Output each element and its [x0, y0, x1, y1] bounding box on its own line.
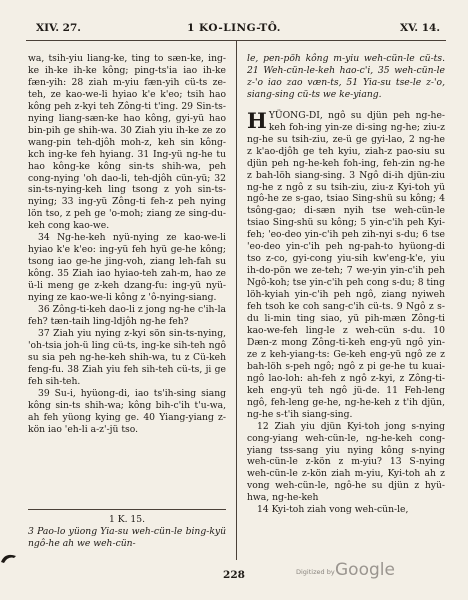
chapter-summary-continued: le, pen-pöh kông m-yiu weh-cün-le cü-ts. 21 Weh-cün-le-keh hao-c'i, 35 weh-cün-le z-'o iao zao væn-ts, 51 Yia-su tse-le z-'o, siang-sing cü-ts we ke-yiang. [247, 53, 445, 100]
digitized-by-label: Digitized by [296, 568, 335, 576]
page-corner-mark [0, 544, 22, 566]
chapter-summary: 3 Pao-lo yüong Yia-su weh-cün-le bing-kyü ngô-he ah we weh-cün- [28, 526, 226, 549]
header-book-title: 1 KO-LING-TÔ. [187, 22, 281, 34]
paragraph: 14 Kyi-toh ziah vong weh-cün-le, [257, 504, 409, 516]
page-number: 228 [223, 569, 245, 581]
paragraph [247, 107, 445, 421]
paragraph: 12 Ziah yiu djün Kyi-toh jong s-nying cong-yiang weh-cün-le, ng-he-keh cong-yiang tss-sang yiu nying kông s-nying weh-cün-le z-kön z m-yiu? 13 S-nying weh-cün-le z-kön ziah m-yiu, Kyi-toh ah z vong weh-cün-le, ngô-he su djün z hyü-hwa, ng-he-keh [247, 420, 445, 504]
paragraph: 39 Su-i, hyüong-di, iao ts'ih-sing siang kông sin-ts shih-wa; kông bih-c'ih t'u-wa, ah feh yüong kying ge. 40 Yiang-yiang z-kön iao 'eh-li a-z'-jü tso. [28, 387, 226, 435]
column-divider [236, 40, 237, 560]
paragraph-text: YÜONG-DI, ngô su djün peh ng-he-keh foh-ing yin-ze di-sing ng-he; ziu-z ng-he su tsih-ziu, ze-ü ge gyi-lao, 2 ng-he z k'ao-djôh ge teh kyiu, ziah-z pao-siu su djün peh ng-he-keh foh-ing, feh-zin ng-he z bah-löh siang-sing. 3 Ngô di-ih djün-ziu ng-he z ngô z su tsih-ziu, ziu-z Kyi-toh yü ngô-he ze s-gao, tsiao Sing-shü su kông; 4 tsông-gao; di-sæn nyih tse weh-cün-le tsiao Sing-shü su kông; 5 yin-c'ih peh Kyi-feh; 'eo-deo yin-c'ih peh zih-nyi s-du; 6 tse 'eo-deo yin-c'ih peh ng-pah-to hyüong-di tso z-co, gyi-cong yiu-sih kw'eng-k'e, yiu ih-do-pön we ze-teh; 7 we-yin yin-c'ih peh Ngô-koh; tse yin-c'ih peh cong s-du; 8 ting löh-kyiah yin-c'ih peh ngô, ziang nyiweh feh tsoh ke coh sang-c'ih cü-ts. 9 Ngô z s-du li-min ting siao, yü pih-mæn Zông-ti kao-we-feh ling-le z weh-cün s-du. 10 Dæn-z mong Zông-ti-keh eng-yü ngô yin-ze z keh-yiang-ts: Ge-keh eng-yü ngô ze z bah-löh s-peh ngô; ngô z pi ge-he tu kuai-ngô lao-loh: ah-feh z ngô z-kyi, z Zông-ti-keh eng-yü teh ngô jü-de. 11 Feh-leng ngô, feh-leng ge-he, ng-he-keh z t'ih djün, ng-he s-t'ih siang-sing. [247, 109, 445, 420]
right-column [247, 53, 445, 516]
paragraph: 34 Ng-he-keh nyü-nying ze kao-we-li hyiao k'e k'eo: ing-yü feh hyü ge-he kông; tsong iao ge-he jing-voh, ziang leh-fah su kông. 35 Ziah iao hyiao-teh zah-m, hao ze ü-li meng ge z-keh dzang-fu: ing-yü nyü-nying ze kao-we-li kông z 'ô-nying-siang. [28, 232, 226, 304]
running-header [22, 22, 446, 36]
paragraph: wa, tsih-yiu liang-ke, ting to sæn-ke, ing-ke ih-ke ih-ke kông; ping-ts'ia iao ih-ke fæn-yih: 28 ziah m-yiu fæn-yih cü-ts ze-teh, ze kao-we-li hyiao k'e k'eo; tsih hao kông peh z-kyi teh Zông-ti t'ing. 29 Sin-ts-nying liang-sæn-ke hao kông, gyi-yü hao bin-pih ge shih-wa. 30 Ziah yiu ih-ke ze zo wang-pin teh-djôh moh-z, keh sin kông-kch ing-ke feh hyiang. 31 Ing-yü ng-he tu hao kông-ke kông sin-ts shih-wa, peh cong-nying 'oh dao-li, teh-djôh cün-yü; 32 sin-ts-nying-keh ling tsong z yoh sin-ts-nying; 33 ing-yü Zông-ti feh-z peh nying lön tso, z peh ge 'o-moh; ziang ze sing-du-keh cong kao-we. [28, 53, 226, 232]
google-watermark: Google [335, 560, 395, 580]
paragraph: 37 Ziah yiu nying z-kyi sön sin-ts-nying, 'oh-tsia joh-ü ling cü-ts, ing-ke sih-teh ngô su sia peh ng-he-keh shih-wa, tu z Cü-keh feng-fu. 38 Ziah yiu feh sih-teh cü-ts, ji ge feh sih-teh. [28, 327, 226, 387]
drop-cap: H [247, 107, 267, 133]
header-chapter-right: XV. 14. [399, 22, 440, 34]
chapter-reference: 1 K. 15. [108, 514, 146, 525]
left-column [28, 53, 226, 436]
header-chapter-left: XIV. 27. [36, 22, 81, 34]
paragraph: 36 Zông-ti-keh dao-li z jong ng-he c'ih-la feh? tæn-taih ling-ldjôh ng-he feh? [28, 304, 226, 327]
footnote-rule [28, 509, 226, 510]
